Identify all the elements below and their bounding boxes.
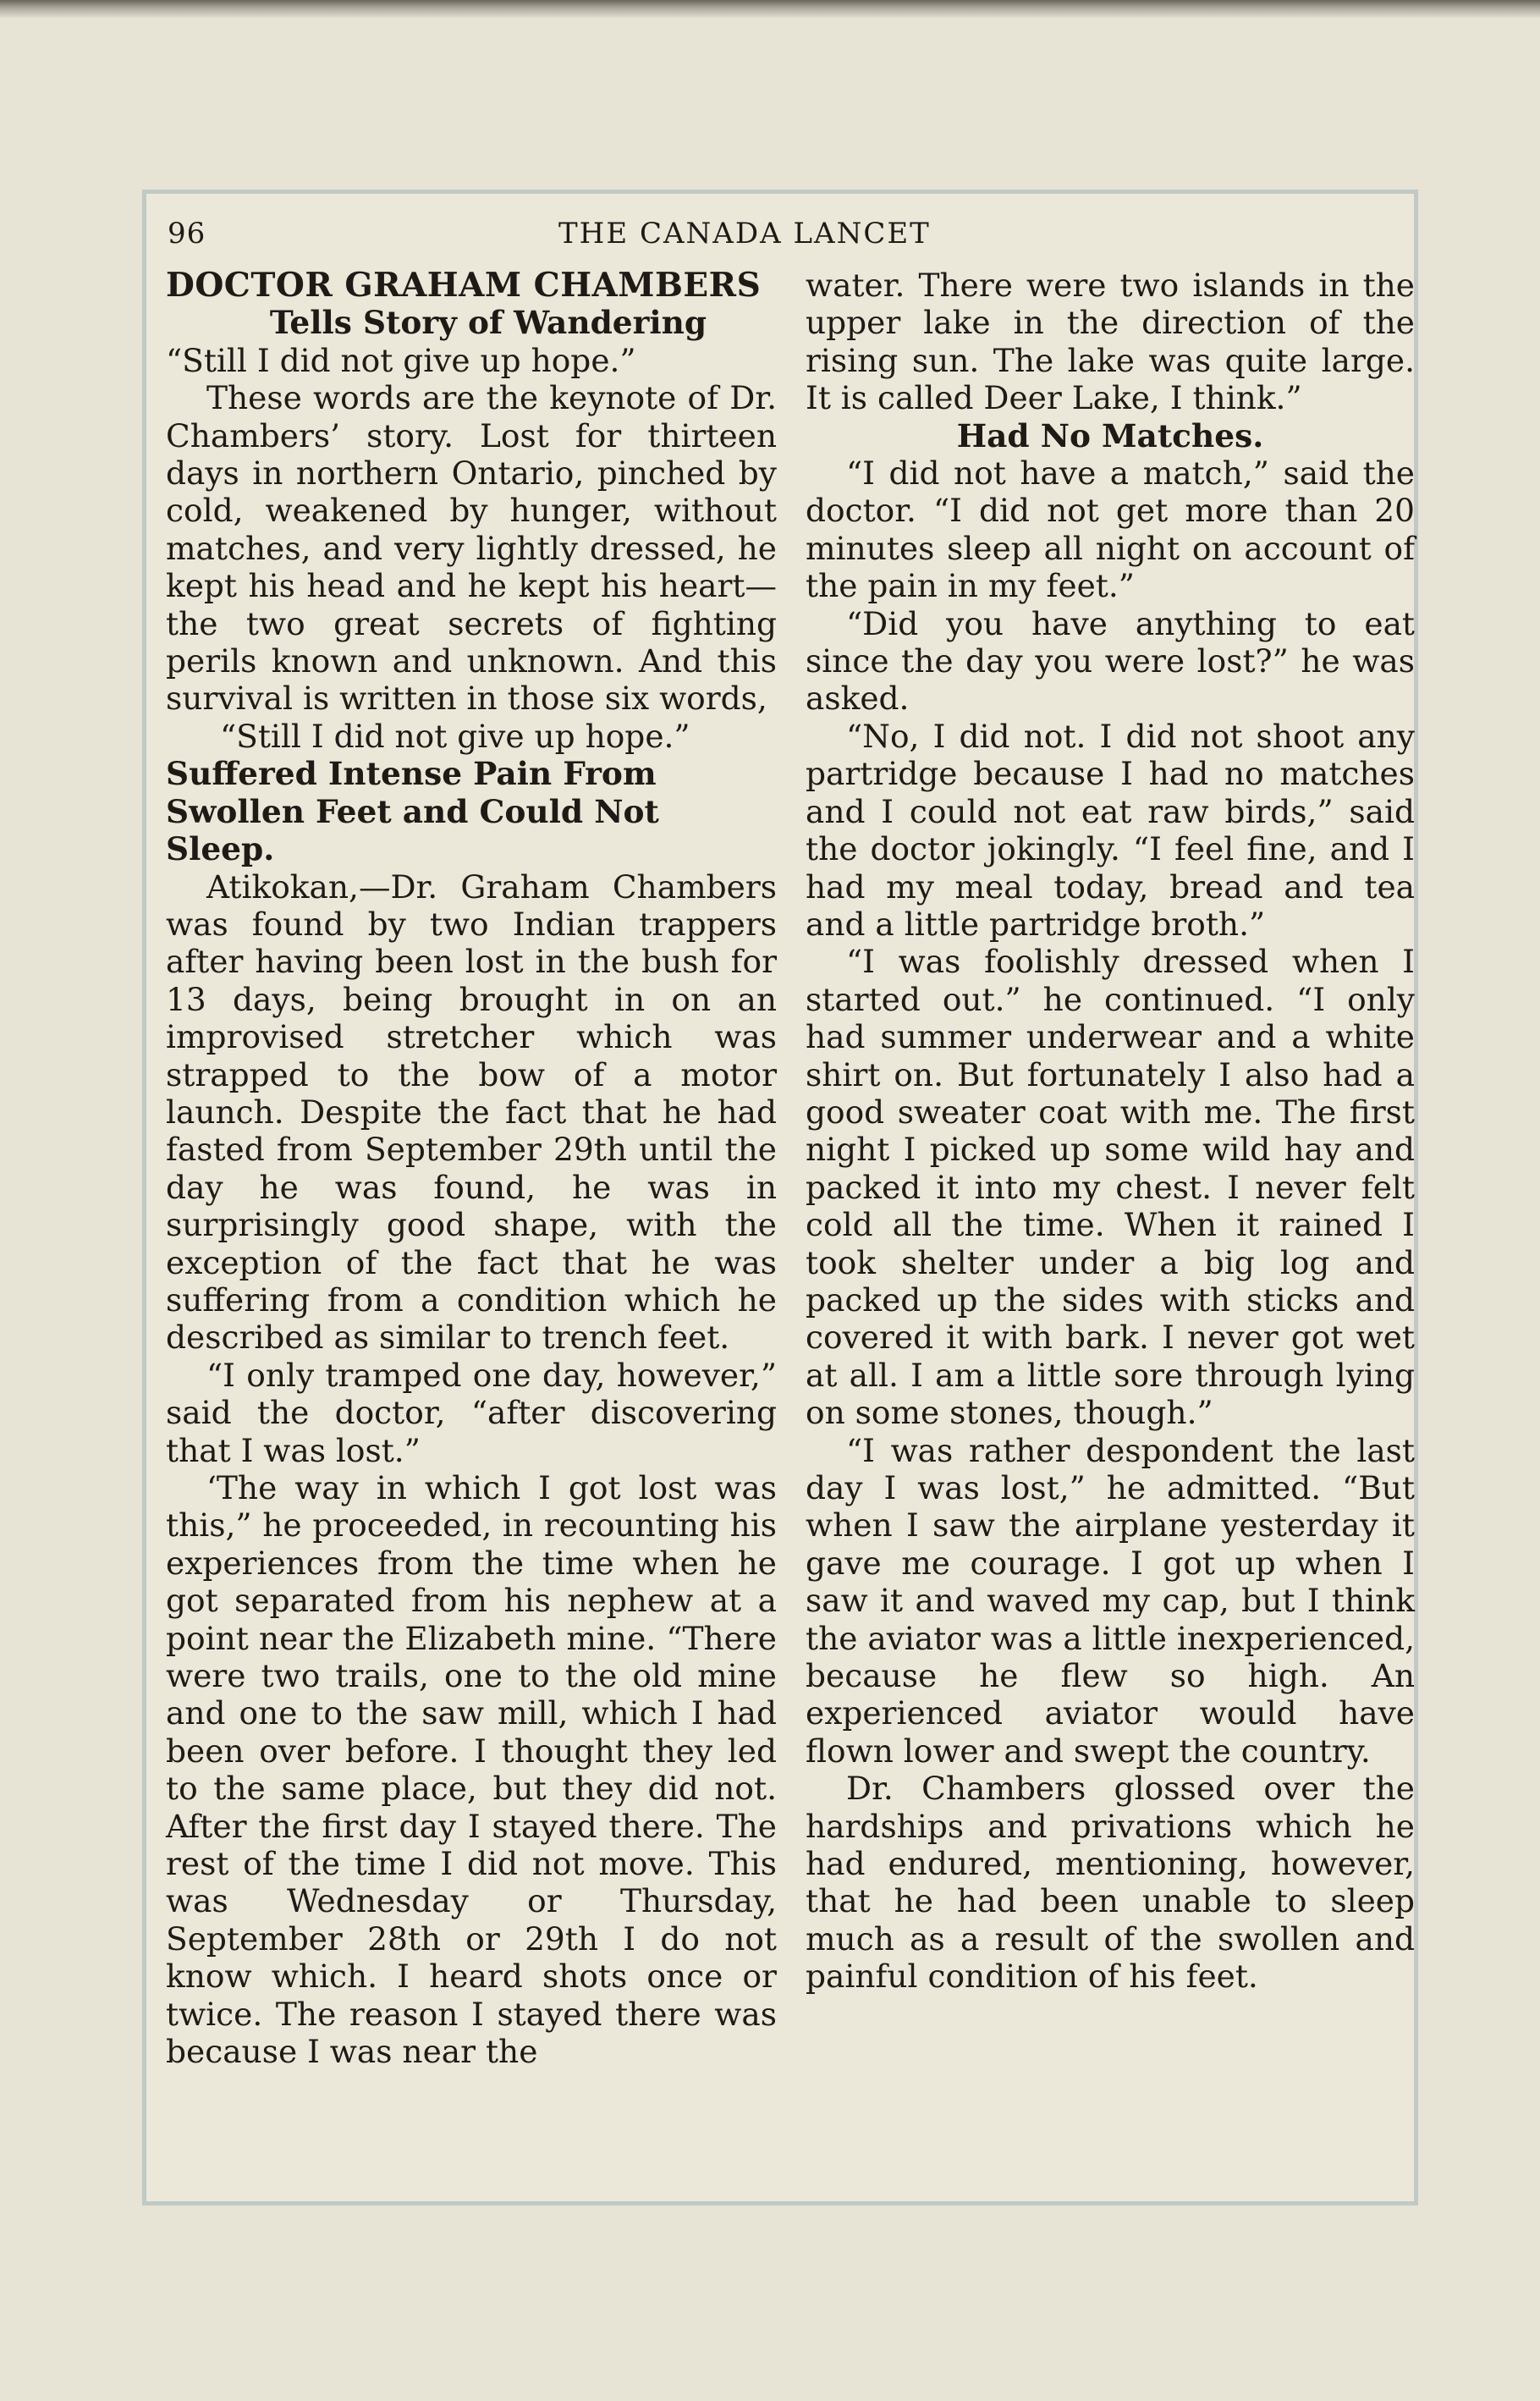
paragraph-3: “I only tramped one day, however,” said the doctor, “after discovering that I was lost.” — [166, 1356, 777, 1469]
paragraph-7: “Did you have anything to eat since the day you were lost?” he was asked. — [806, 604, 1415, 718]
paragraph-5: water. There were two islands in the upper lake in the direction of the rising sun. The lake was quite large. It is called Deer Lake, I think.” — [806, 267, 1415, 417]
page-header — [168, 217, 1420, 259]
article-headline: DOCTOR GRAHAM CHAMBERS — [166, 266, 762, 305]
paragraph-10: “I was rather despondent the last day I was lost,” he admitted. “But when I saw the airplane yesterday it gave me courage. I got up when I saw it and waved my cap, but I think the aviator was a little inexperienced, because he flew so high. An experienced aviator would have flown lower and swept the country. — [806, 1431, 1415, 1770]
paragraph-11: Dr. Chambers glossed over the hardships and privations which he had endured, mentioning, however, that he had been unable to sleep much as a result of the swollen and painful condition of his feet. — [806, 1770, 1415, 1996]
article-deck: Tells Story of Wandering — [269, 304, 707, 342]
paragraph-2: Atikokan,—Dr. Graham Chambers was found by two Indian trappers after having been lost in the bush for 13 days, being brought in on an improvised stretcher which was strapped to the bow of a motor launch. Despite the fact that he had fasted from September 29th until the day he was found, he was in surprisingly good shape, with the exception of the fact that he was suffering from a condition which he described as similar to trench feet. — [166, 867, 777, 1357]
paragraph-8: “No, I did not. I did not shoot any partridge because I had no matches and I could not eat raw birds,” said the doctor jokingly. “I feel fine, and I had my meal today, bread and tea and a little partridge broth.” — [806, 717, 1415, 943]
page-top-edge — [0, 0, 1540, 19]
quote-repeat: “Still I did not give up hope.” — [220, 717, 690, 755]
page-number: 96 — [168, 217, 206, 251]
left-column — [166, 267, 777, 2071]
paragraph-9: “I was foolishly dressed when I started out.” he continued. “I only had summer underwear and a white shirt on. But fortunately I also had a good sweater coat with me. The first night I picked up some wild hay and packed it into my chest. I never felt cold all the time. When it rained I took shelter under a big log and packed up the sides with sticks and covered it with bark. I never got wet at all. I am a little sore through lying on some stones, though.” — [806, 943, 1415, 1432]
paragraph-1: These words are the keynote of Dr. Chambers’ story. Lost for thirteen days in northern Ontario, pinched by cold, weakened by hunger, without matches, and very lightly dressed, he kept his head and he kept his heart—the two great secrets of fighting perils known and unknown. And this survival is written in those six words, — [166, 379, 777, 718]
subhead-suffered: Suffered Intense Pain From Swollen Feet and Could Not Sleep. — [166, 755, 659, 868]
right-column — [806, 267, 1415, 1996]
epigraph: “Still I did not give up hope.” — [166, 341, 636, 379]
paragraph-4: ‘The way in which I got lost was this,” he proceeded, in recounting his experiences from the time when he got separated from his nephew at a point near the Elizabeth mine. “There were two trails, one to the old mine and one to the saw mill, which I had been over before. I thought they led to the same place, but they did not. After the first day I stayed there. The rest of the time I did not move. This was Wednesday or Thursday, September 28th or 29th I do not know which. I heard shots once or twice. The reason I stayed there was because I was near the — [166, 1469, 777, 2071]
paragraph-6: “I did not have a match,” said the doctor. “I did not get more than 20 minutes sleep all night on account of the pain in my feet.” — [806, 454, 1415, 605]
running-head: THE CANADA LANCET — [558, 217, 931, 251]
subhead-no-matches: Had No Matches. — [956, 416, 1264, 454]
